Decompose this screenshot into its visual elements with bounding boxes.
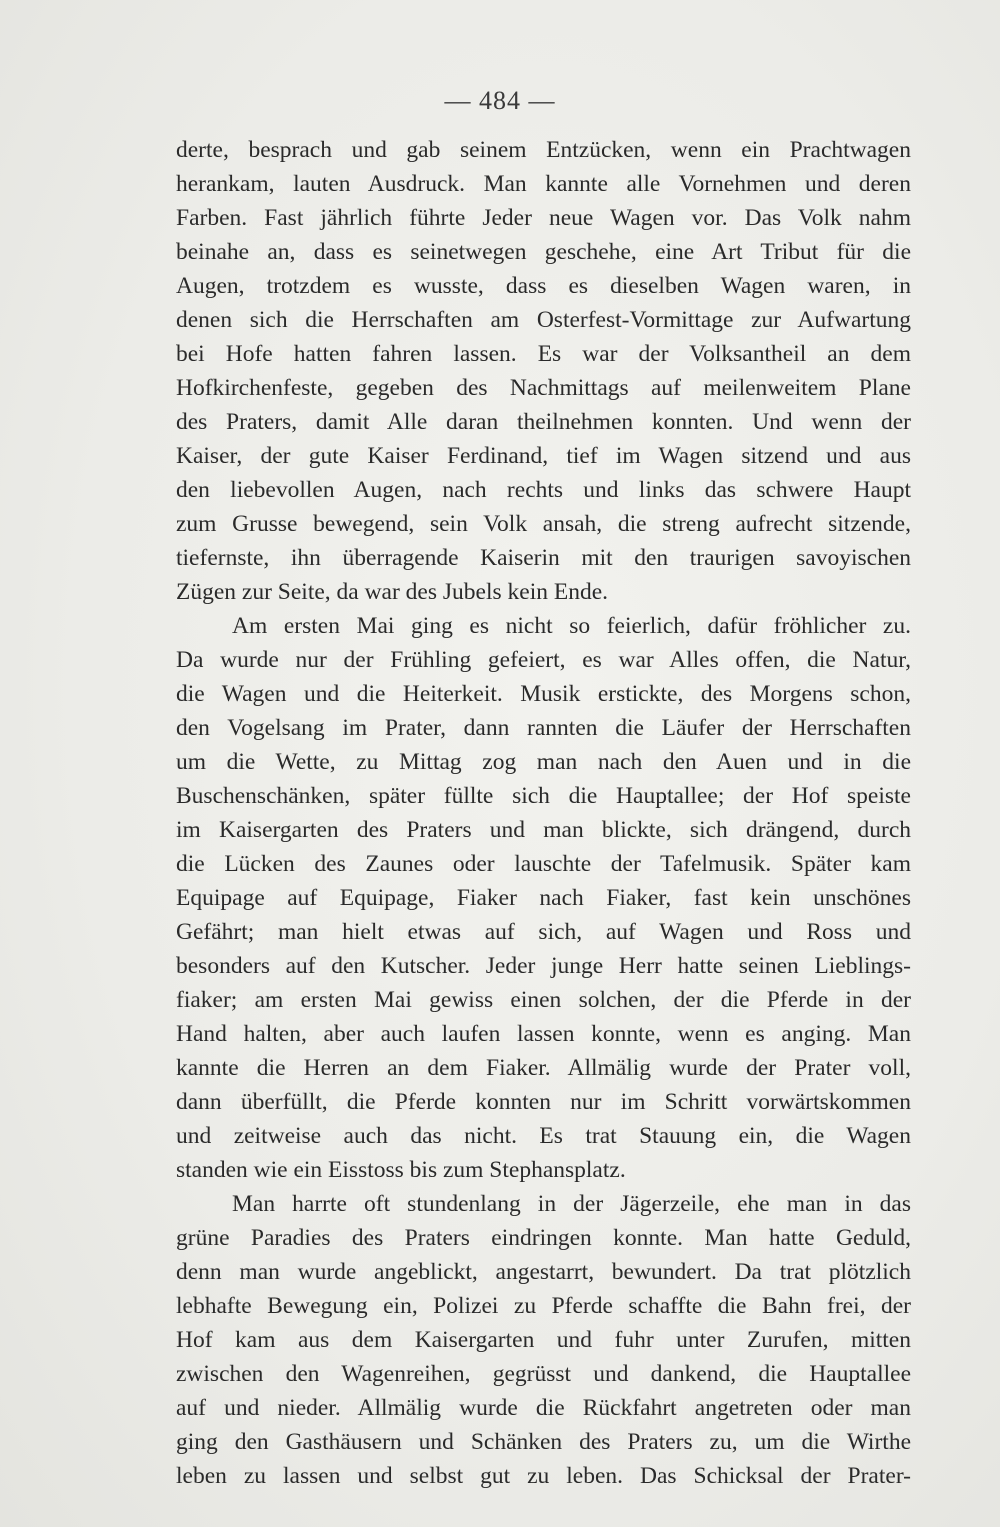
- text-line: standen wie ein Eisstoss bis zum Stephansplatz.: [176, 1157, 626, 1183]
- text-line: ging den Gasthäusern und Schänken des Praters zu, um die Wirthe: [176, 1429, 911, 1455]
- text-line: zwischen den Wagenreihen, gegrüsst und dankend, die Hauptallee: [176, 1361, 911, 1387]
- text-line: Man harrte oft stundenlang in der Jägerzeile, ehe man in das: [232, 1191, 911, 1217]
- text-line: Augen, trotzdem es wusste, dass es dieselben Wagen waren, in: [176, 273, 911, 299]
- text-line: im Kaisergarten des Praters und man blickte, sich drängend, durch: [176, 817, 911, 843]
- text-line: auf und nieder. Allmälig wurde die Rückfahrt angetreten oder man: [176, 1395, 911, 1421]
- text-line: besonders auf den Kutscher. Jeder junge Herr hatte seinen Lieblings-: [176, 953, 911, 979]
- text-line: Buschenschänken, später füllte sich die Hauptallee; der Hof speiste: [176, 783, 911, 809]
- text-line: dann überfüllt, die Pferde konnten nur im Schritt vorwärtskommen: [176, 1089, 911, 1115]
- text-line: Zügen zur Seite, da war des Jubels kein Ende.: [176, 579, 609, 605]
- text-line: die Wagen und die Heiterkeit. Musik erstickte, des Morgens schon,: [176, 681, 911, 707]
- text-line: des Praters, damit Alle daran theilnehmen konnten. Und wenn der: [176, 409, 911, 435]
- body-text: [176, 133, 911, 1493]
- text-line: Hand halten, aber auch laufen lassen konnte, wenn es anging. Man: [176, 1021, 911, 1047]
- text-line: kannte die Herren an dem Fiaker. Allmälig wurde der Prater voll,: [176, 1055, 911, 1081]
- text-line: bei Hofe hatten fahren lassen. Es war der Volksantheil an dem: [176, 341, 911, 367]
- page-number: — 484 —: [444, 86, 556, 115]
- text-line: Hof kam aus dem Kaisergarten und fuhr unter Zurufen, mitten: [176, 1327, 911, 1353]
- text-line: den Vogelsang im Prater, dann rannten die Läufer der Herrschaften: [176, 715, 911, 741]
- text-line: um die Wette, zu Mittag zog man nach den Auen und in die: [176, 749, 911, 775]
- text-line: leben zu lassen und selbst gut zu leben. Das Schicksal der Prater-: [176, 1463, 911, 1489]
- text-line: Kaiser, der gute Kaiser Ferdinand, tief im Wagen sitzend und aus: [176, 443, 911, 469]
- text-line: denn man wurde angeblickt, angestarrt, bewundert. Da trat plötzlich: [176, 1259, 911, 1285]
- text-line: denen sich die Herrschaften am Osterfest-Vormittage zur Aufwartung: [176, 307, 911, 333]
- text-line: und zeitweise auch das nicht. Es trat Stauung ein, die Wagen: [176, 1123, 911, 1149]
- text-line: die Lücken des Zaunes oder lauschte der Tafelmusik. Später kam: [176, 851, 911, 877]
- text-line: Farben. Fast jährlich führte Jeder neue Wagen vor. Das Volk nahm: [176, 205, 911, 231]
- text-line: grüne Paradies des Praters eindringen konnte. Man hatte Geduld,: [176, 1225, 911, 1251]
- text-line: den liebevollen Augen, nach rechts und links das schwere Haupt: [176, 477, 911, 503]
- text-line: fiaker; am ersten Mai gewiss einen solchen, der die Pferde in der: [176, 987, 911, 1013]
- text-line: lebhafte Bewegung ein, Polizei zu Pferde schaffte die Bahn frei, der: [176, 1293, 911, 1319]
- text-line: herankam, lauten Ausdruck. Man kannte alle Vornehmen und deren: [176, 171, 911, 197]
- text-line: derte, besprach und gab seinem Entzücken, wenn ein Prachtwagen: [176, 137, 911, 163]
- text-line: Gefährt; man hielt etwas auf sich, auf Wagen und Ross und: [176, 919, 911, 945]
- text-line: zum Grusse bewegend, sein Volk ansah, die streng aufrecht sitzende,: [176, 511, 911, 537]
- text-line: Equipage auf Equipage, Fiaker nach Fiaker, fast kein unschönes: [176, 885, 911, 911]
- text-line: beinahe an, dass es seinetwegen geschehe, eine Art Tribut für die: [176, 239, 911, 265]
- text-line: tiefernste, ihn überragende Kaiserin mit den traurigen savoyischen: [176, 545, 911, 571]
- text-line: Hofkirchenfeste, gegeben des Nachmittags auf meilenweitem Plane: [176, 375, 911, 401]
- text-line: Am ersten Mai ging es nicht so feierlich, dafür fröhlicher zu.: [232, 613, 911, 639]
- text-line: Da wurde nur der Frühling gefeiert, es war Alles offen, die Natur,: [176, 647, 911, 673]
